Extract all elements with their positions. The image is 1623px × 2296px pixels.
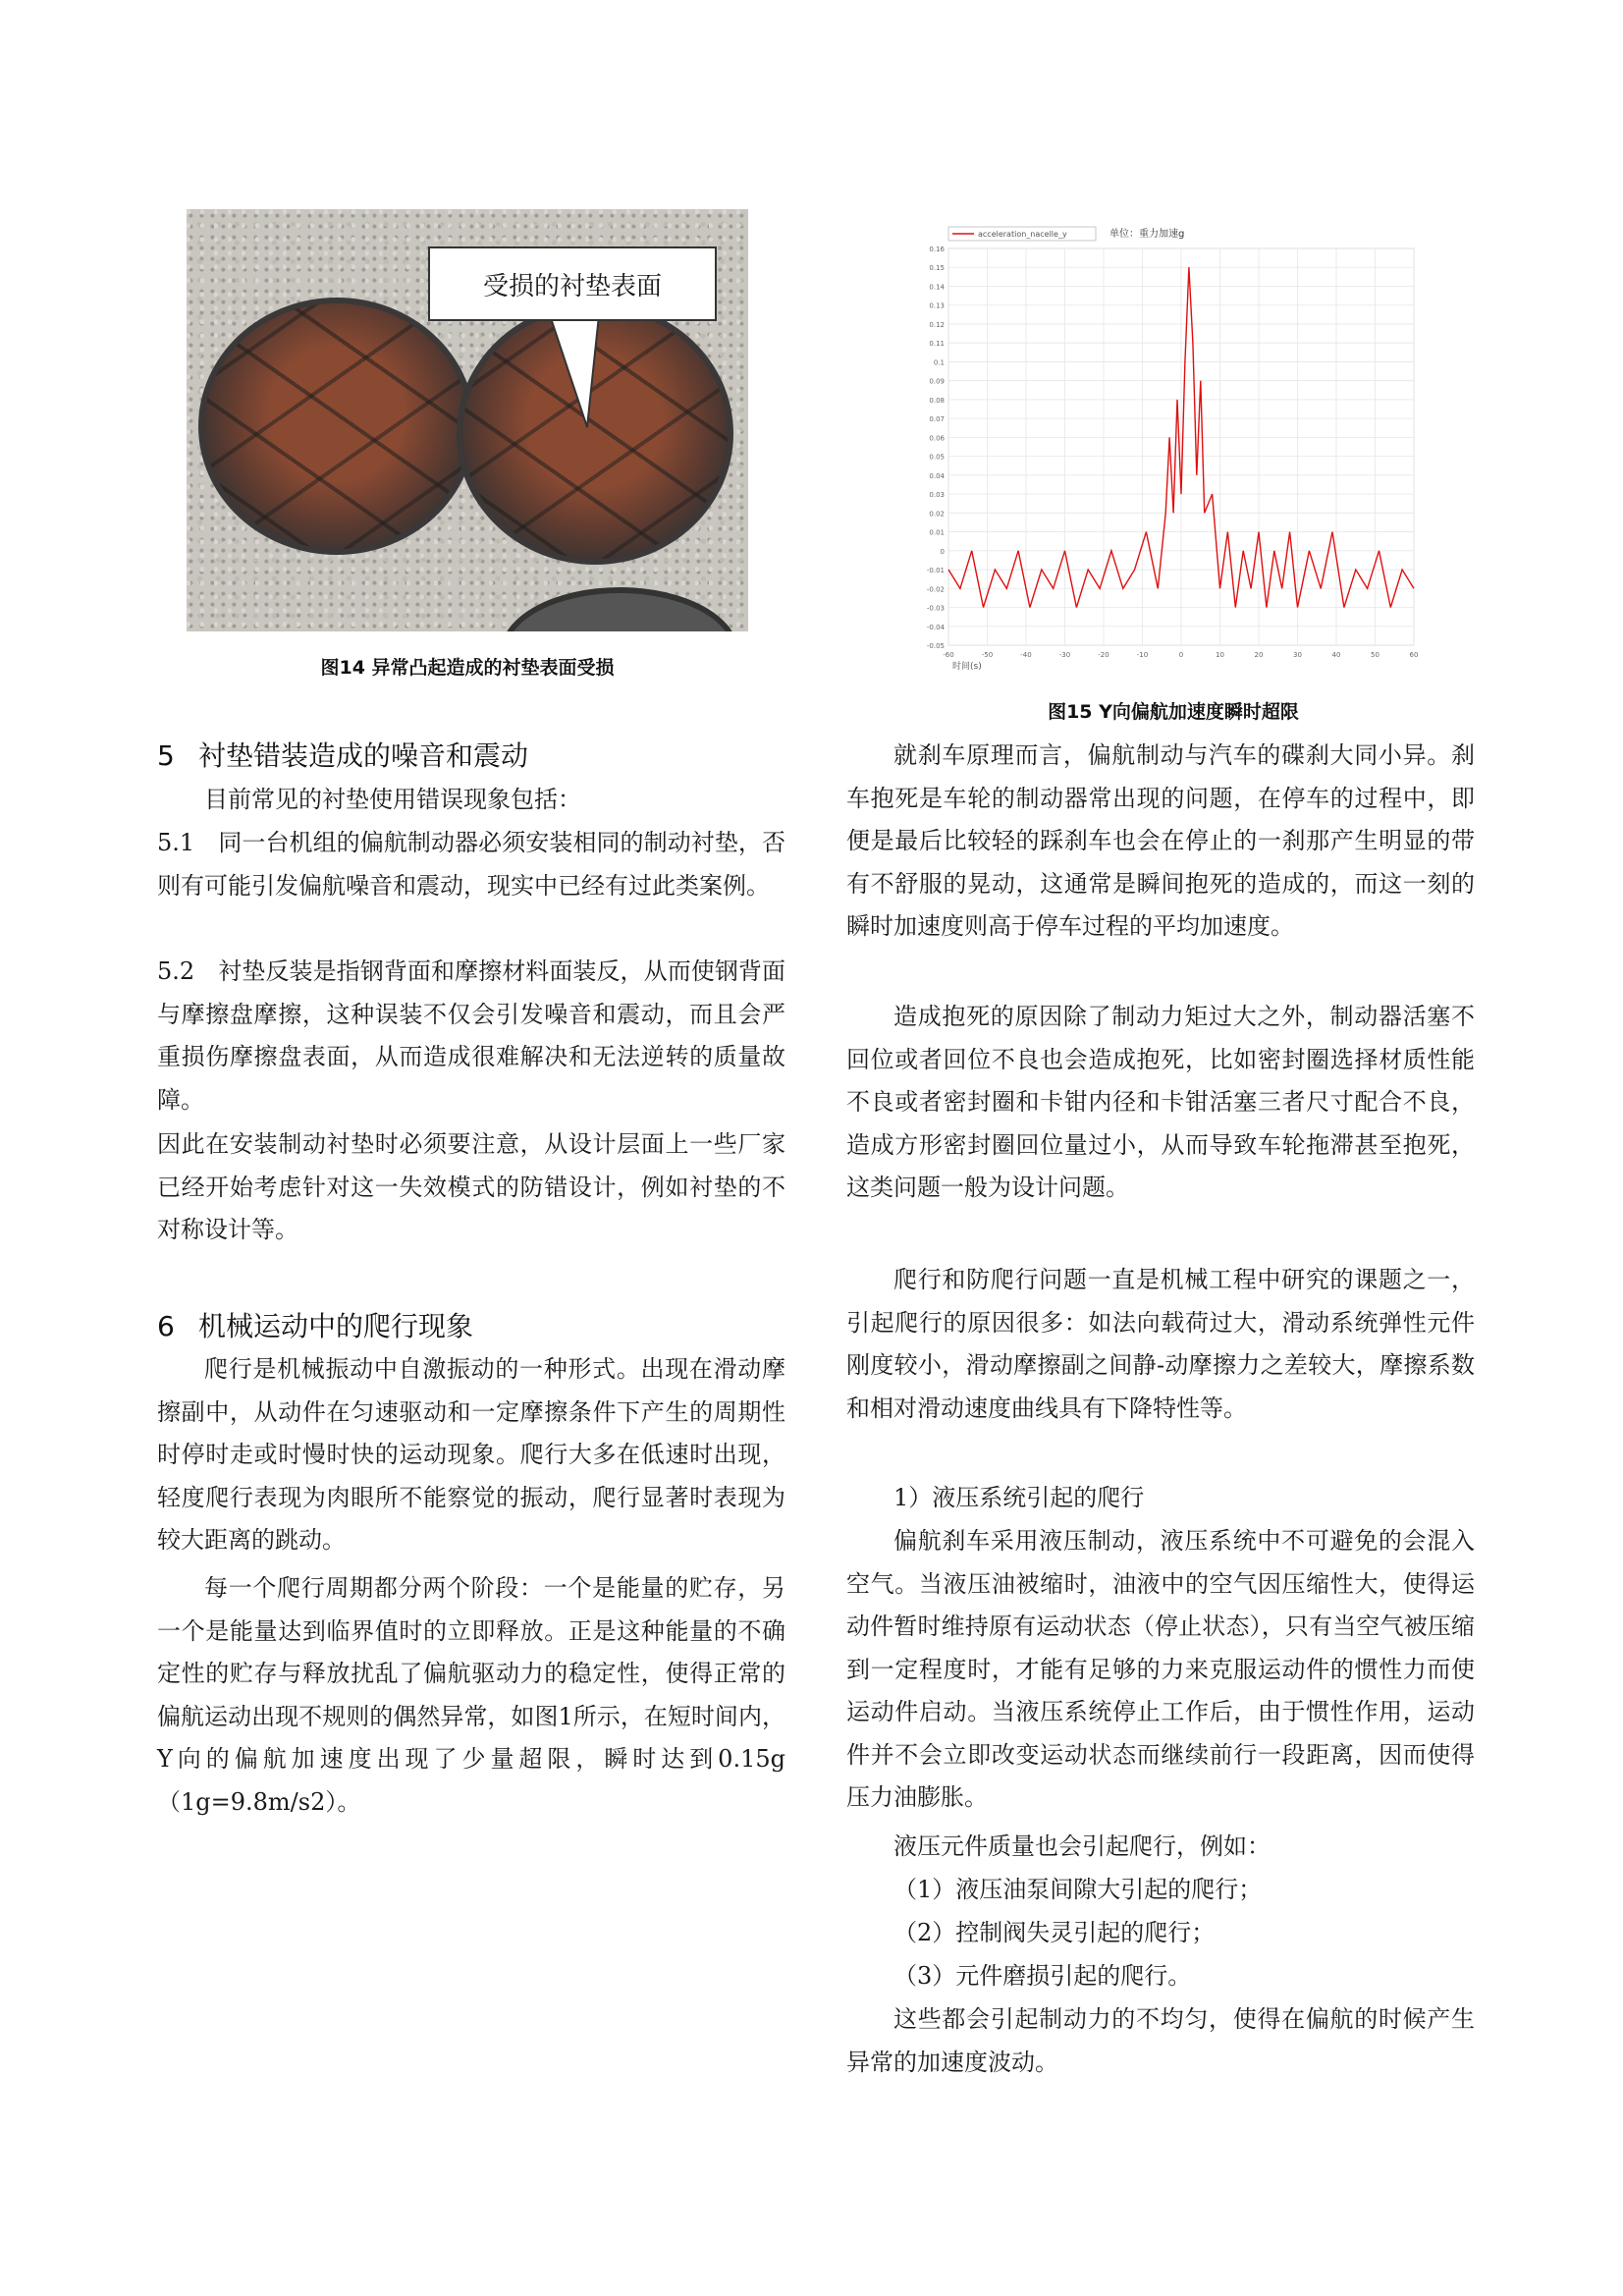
section-5-paragraph-3: 5.2 衬垫反装是指钢背面和摩擦材料面装反，从而使钢背面与摩擦盘摩擦，这种误装不仅会引发噪音和震动，而且会严重损伤摩擦盘表面，从而造成很难解决和无法逆转的质量故障。 <box>157 957 785 1114</box>
right-paragraph-8: （2）控制阀失灵引起的爬行； <box>893 1919 1216 1946</box>
section-5-title: 衬垫错装造成的噪音和震动 <box>198 739 529 772</box>
right-paragraph-1: 就刹车原理而言，偏航制动与汽车的碟刹大同小异。刹车抱死是车轮的制动器常出现的问题，在停车的过程中，即便是最后比较轻的踩刹车也会在停止的一刹那产生明显的带有不舒服的晃动，这通常是瞬间抱死的造成的，而这一刻的瞬时加速度则高于停车过程的平均加速度。 <box>846 741 1475 940</box>
y-tick-label: -0.01 <box>926 567 945 575</box>
x-tick-label: -30 <box>1058 651 1071 659</box>
x-tick-label: 20 <box>1254 651 1264 659</box>
right-paragraph-6: 液压元件质量也会引起爬行，例如： <box>893 1832 1271 1860</box>
section-6-paragraph-2: 每一个爬行周期都分两个阶段：一个是能量的贮存，另一个是能量达到临界值时的立即释放。正是这种能量的不确定性的贮存与释放扰乱了偏航驱动力的稳定性，使得正常的偏航运动出现不规则的偶然异常，如图1所示，在短时间内，Y向的偏航加速度出现了少量超限，瞬时达到0.15g（1g=9.8m/s2）。 <box>157 1574 785 1816</box>
section-5-paragraph-1: 目前常见的衬垫使用错误现象包括： <box>204 786 581 813</box>
right-paragraph-5: 偏航刹车采用液压制动，液压系统中不可避免的会混入空气。当液压油被缩时，油液中的空气因压缩性大，使得运动件暂时维持原有运动状态（停止状态），只有当空气被压缩到一定程度时，才能有足够的力来克服运动件的惯性力而使运动件启动。当液压系统停止工作后，由于惯性作用，运动件并不会立即改变运动状态而继续前行一段距离，因而使得压力油膨胀。 <box>846 1527 1475 1811</box>
right-paragraph-7: （1）液压油泵间隙大引起的爬行； <box>893 1876 1263 1903</box>
y-tick-label: 0.04 <box>929 471 945 480</box>
acceleration-chart <box>913 221 1434 683</box>
y-tick-label: 0.07 <box>929 415 945 424</box>
y-tick-label: 0.11 <box>929 340 945 349</box>
y-tick-label: 0.01 <box>929 528 945 537</box>
y-tick-label: 0.03 <box>929 491 945 500</box>
section-5-number: 5 <box>157 739 175 772</box>
figure-15-caption: 图15 Y向偏航加速度瞬时超限 <box>1048 701 1299 723</box>
right-paragraph-3: 爬行和防爬行问题一直是机械工程中研究的课题之一，引起爬行的原因很多：如法向载荷过大，滑动系统弹性元件刚度较小，滑动摩擦副之间静-动摩擦力之差较大，摩擦系数和相对滑动速度曲线具有下降特性等。 <box>846 1266 1475 1422</box>
damage-callout: 受损的衬垫表面 <box>428 246 717 321</box>
y-tick-label: 0.09 <box>929 377 945 386</box>
x-tick-label: 0 <box>1178 651 1184 659</box>
right-paragraph-10: 这些都会引起制动力的不均匀，使得在偏航的时候产生异常的加速度波动。 <box>846 2005 1475 2076</box>
right-paragraph-2: 造成抱死的原因除了制动力矩过大之外，制动器活塞不回位或者回位不良也会造成抱死，比如密封圈选择材质性能不良或者密封圈和卡钳内径和卡钳活塞三者尺寸配合不良，造成方形密封圈回位量过小，从而导致车轮拖滞甚至抱死，这类问题一般为设计问题。 <box>846 1003 1475 1201</box>
x-tick-label: -60 <box>943 651 954 659</box>
x-tick-label: 40 <box>1331 651 1341 659</box>
y-tick-label: 0 <box>940 547 945 556</box>
y-tick-label: -0.04 <box>926 623 945 631</box>
section-5-paragraph-4: 因此在安装制动衬垫时必须要注意，从设计层面上一些厂家已经开始考虑针对这一失效模式的防错设计，例如衬垫的不对称设计等。 <box>157 1130 785 1243</box>
x-tick-label: -40 <box>1020 651 1032 659</box>
x-tick-label: 30 <box>1293 651 1302 659</box>
y-tick-label: 0.15 <box>929 264 945 273</box>
x-tick-label: -20 <box>1098 651 1109 659</box>
x-tick-label: -50 <box>981 651 994 659</box>
x-tick-label: -10 <box>1136 651 1149 659</box>
y-tick-label: 0.12 <box>929 320 945 329</box>
section-5-heading <box>157 735 528 774</box>
right-paragraph-4: 1）液压系统引起的爬行 <box>893 1484 1145 1511</box>
figure-14-caption: 图14 异常凸起造成的衬垫表面受损 <box>320 657 615 679</box>
y-tick-label: -0.05 <box>926 642 945 650</box>
brake-pad-left <box>198 298 475 555</box>
y-tick-label: 0.14 <box>929 283 945 292</box>
y-tick-label: 0.02 <box>929 510 945 519</box>
y-tick-label: 0.06 <box>929 434 945 443</box>
brake-pad-right <box>457 302 733 565</box>
brake-pad-bottom <box>501 587 738 631</box>
svg-text:单位：重力加速g: 单位：重力加速g <box>1109 229 1185 240</box>
section-6-paragraph-1: 爬行是机械振动中自激振动的一种形式。出现在滑动摩擦副中，从动件在匀速驱动和一定摩擦条件下产生的周期性时停时走或时慢时快的运动现象。爬行大多在低速时出现，轻度爬行表现为肉眼所不能察觉的振动，爬行显著时表现为较大距离的跳动。 <box>157 1355 785 1554</box>
x-tick-label: 50 <box>1371 651 1380 659</box>
section-6-number: 6 <box>157 1310 175 1342</box>
x-tick-label: 10 <box>1216 651 1224 659</box>
y-tick-label: 0.1 <box>933 358 945 367</box>
y-tick-label: 0.08 <box>929 396 945 405</box>
section-5-paragraph-2: 5.1 同一台机组的偏航制动器必须安装相同的制动衬垫，否则有可能引发偏航噪音和震动，现实中已经有过此类案例。 <box>157 829 785 900</box>
figure-15-chart <box>913 221 1434 683</box>
y-tick-label: -0.03 <box>926 604 945 613</box>
right-paragraph-9: （3）元件磨损引起的爬行。 <box>893 1962 1192 1990</box>
y-tick-label: 0.13 <box>929 301 945 310</box>
figure-14-photo <box>187 209 748 631</box>
section-6-title: 机械运动中的爬行现象 <box>198 1310 474 1342</box>
x-tick-label: 60 <box>1409 651 1419 659</box>
svg-text:acceleration_nacelle_y: acceleration_nacelle_y <box>978 230 1067 239</box>
section-6-heading <box>157 1305 473 1344</box>
y-tick-label: 0.16 <box>929 246 945 253</box>
svg-text:时间(s): 时间(s) <box>952 662 982 672</box>
y-tick-label: -0.02 <box>926 585 945 594</box>
chart-legend <box>948 227 1096 241</box>
y-tick-label: 0.05 <box>929 453 945 462</box>
